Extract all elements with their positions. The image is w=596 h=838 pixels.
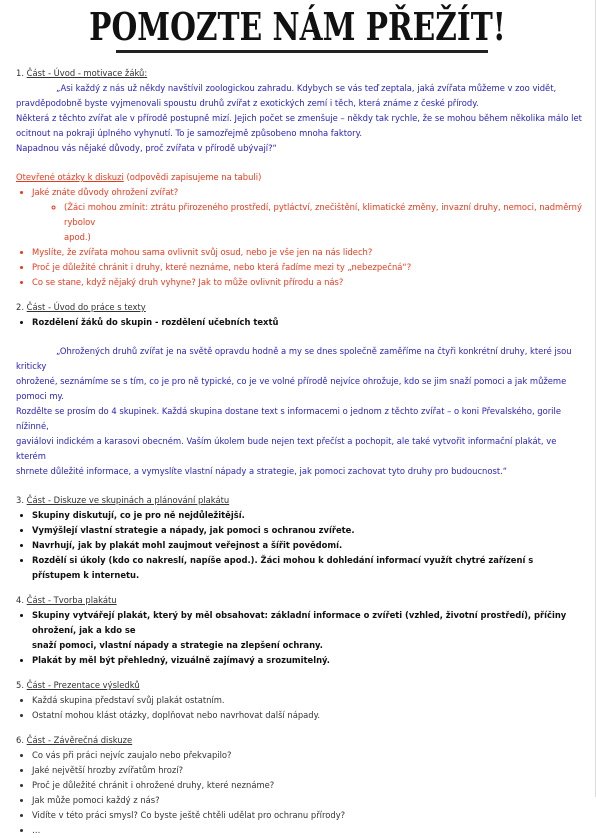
list-item: • Vymýšlejí vlastní strategie a nápady, jak pomoci s ochranou zvířete. [32,523,584,538]
list-item: • Co vás při práci nejvíc zaujalo nebo překvapilo? [32,748,584,763]
question-list [16,185,584,290]
list-item: • Skupiny diskutují, co je pro ně nejdůležitější. [32,508,584,523]
section-title: Část - Úvod - motivace žáků: [26,68,148,78]
quote-line: Některá z těchto zvířat ale v přírodě postupně mizí. Jejich počet se zmenšuje – někdy tak rychle, že se mohou během několika málo let [16,113,582,123]
section-5-list [16,693,584,723]
list-item: • Myslíte, že zvířata mohou sama ovlivnit svůj osud, nebo je vše jen na nás lidech? [32,245,584,260]
section-number: 1. [16,68,24,78]
list-item: • Plakát by měl být přehledný, vizuálně zajímavý a srozumitelný. [32,653,584,668]
list-item: • Jak může pomoci každý z nás? [32,793,584,808]
section-number: 2. [16,302,24,312]
section-4-heading [16,593,584,608]
list-item: • Navrhují, jak by plakát mohl zaujmout veřejnost a šířit povědomí. [32,538,584,553]
list-item: • Ostatní mohou klást otázky, doplňovat nebo navrhovat další nápady. [32,708,584,723]
list-item: • Jaké největší hrozby zvířatům hrozí? [32,763,584,778]
section-number: 4. [16,595,24,605]
list-item: ◦ (Žáci mohou zmínit: ztrátu přirozeného prostředí, pytláctví, znečištění, klimatické změny, invazní druhy, nemoci, nadměrný rybolov apod.) [64,200,584,245]
list-item: • Vidíte v této práci smysl? Co byste ještě chtěli udělat pro ochranu přírody? [32,808,584,823]
quote-line: „Asi každý z nás už někdy navštívil zoologickou zahradu. Kdybych se vás teď zeptala, jaká zvířata můžeme v zoo vidět, [56,83,557,93]
quote-line: ocitnout na pokraji úplného vyhynutí. To je samozřejmě způsobeno mnoha faktory. [16,128,363,138]
list-item: • Proč je důležité chránit i druhy, které neznáme, nebo která řadíme mezi ty „nebezpečná“? [32,260,584,275]
quote-line: shrnete důležité informace, a vymyslíte vlastní nápady a strategie, jak pomoci zachovat tyto druhy pro budoucnost.“ [16,466,508,476]
section-1-heading [16,66,584,81]
questions-note: (odpovědi zapisujeme na tabuli) [126,172,262,182]
quote-line: gaviálovi indickém a karasovi obecném. Vaším úkolem bude nejen text přečíst a pochopit, ale také vytvořit informační plakát, ve kterém [16,436,557,461]
section-number: 6. [16,735,24,745]
section-number: 5. [16,680,24,690]
section-3-heading [16,493,584,508]
sub-list [32,200,584,245]
section-2-heading [16,300,584,315]
list-item: • Jaké znáte důvody ohrožení zvířat? ◦ (Žáci mohou zmínit: ztrátu přirozeného prostředí, pytláctví, znečištění, klimatické změny, invazní druhy, nemoci, nadměrný rybolov apod.) [32,185,584,245]
section-2-list [16,315,584,330]
section-title: Část - Diskuze ve skupinách a plánování plakátu [26,495,230,505]
document-title: POMOZTE NÁM PŘEŽÍT! [89,4,506,49]
section-4-list [16,608,584,668]
section-title: Část - Tvorba plakátu [26,595,117,605]
document-body [16,66,584,838]
quote-line: Napadnou vás nějaké důvody, proč zvířata v přírodě ubývají?“ [16,143,277,153]
section-title: Část - Prezentace výsledků [26,680,140,690]
list-item: • Každá skupina představí svůj plakát ostatním. [32,693,584,708]
section-6-list [16,748,584,838]
section-5-heading [16,678,584,693]
section-title: Část - Závěrečná diskuze [26,735,133,745]
list-item: • Rozdělení žáků do skupin - rozdělení učebních textů [32,315,584,330]
section-6-heading [16,733,584,748]
quote-line: pravděpodobně byste vyjmenovali spoustu druhů zvířat z exotických zemí i těch, která známe z české přírody. [16,98,479,108]
groups-quote [16,344,584,479]
section-3-list [16,508,584,583]
quote-line: Rozdělte se prosím do 4 skupinek. Každá skupina dostane text s informacemi o jednom z těchto zvířat – o koni Převalského, gorile nížinné, [16,406,561,431]
title-underline [116,50,488,53]
list-item: • Co se stane, když nějaký druh vyhyne? Jak to může ovlivnit přírodu a nás? [32,275,584,290]
quote-line: ohrožené, seznámíme se s tím, co je pro ně typické, co je ve volné přírodě nejvíce ohrožuje, kdo se jim snaží pomoci a jak můžeme pomoci my. [16,376,567,401]
section-title: Část - Úvod do práce s texty [26,302,146,312]
questions-title: Otevřené otázky k diskuzi [16,172,124,182]
quote-line: „Ohrožených druhů zvířat je na světě opravdu hodně a my se dnes společně zaměříme na čtyři konkrétní druhy, které jsou kriticky [16,346,572,371]
intro-quote [16,81,584,156]
list-item: • Rozdělí si úkoly (kdo co nakreslí, napíše apod.). Žáci mohou k dohledání informací využít chytré zařízení s přístupem k internetu. [32,553,584,583]
discussion-questions-heading [16,170,584,185]
section-number: 3. [16,495,24,505]
list-item: • Skupiny vytvářejí plakát, který by měl obsahovat: základní informace o zvířeti (vzhled, životní prostředí), příčiny ohrožení, jak a kdo se snaží pomoci, vlastní nápady a strategie na zlepšení ochrany. [32,608,584,653]
list-item: • … [32,823,584,838]
list-item: • Proč je důležité chránit i ohrožené druhy, které neznáme? [32,778,584,793]
